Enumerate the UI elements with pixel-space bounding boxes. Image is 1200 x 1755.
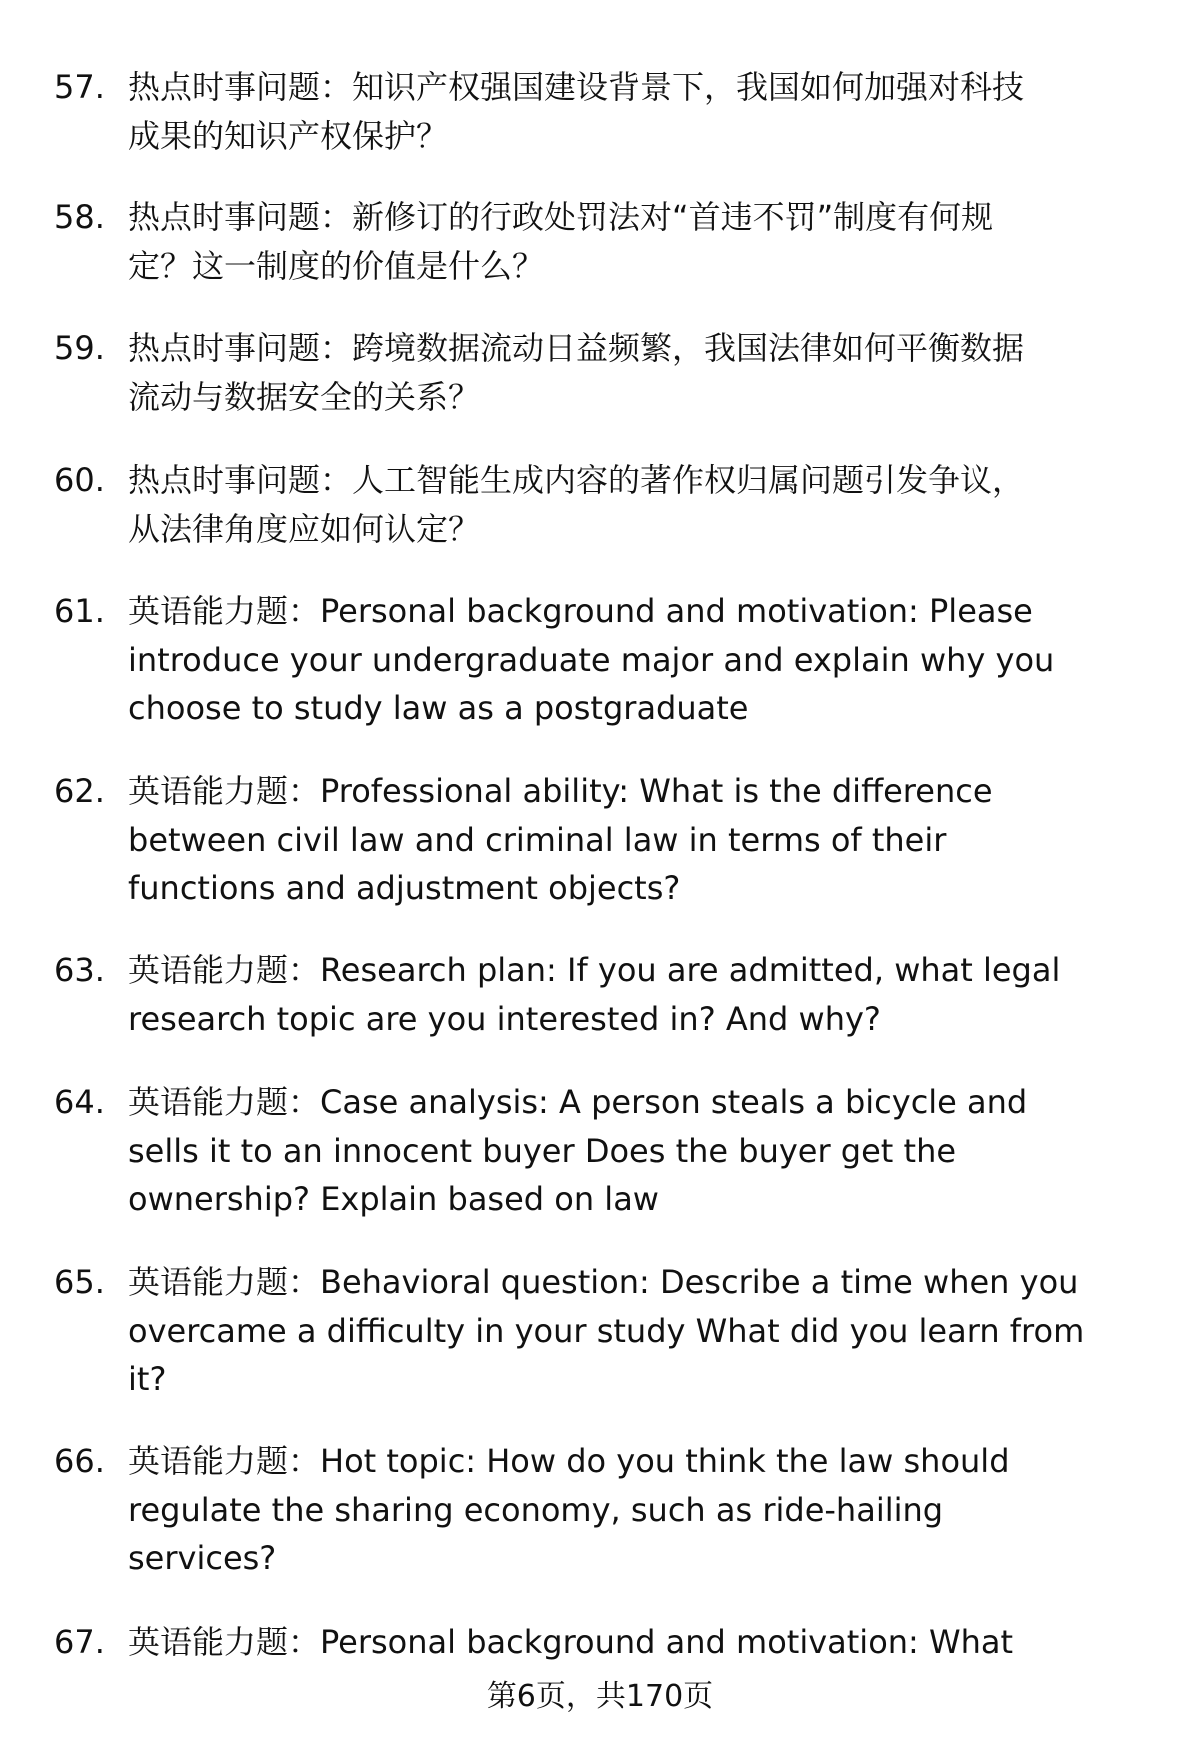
question-text-line: research topic are you interested in? And why? bbox=[128, 999, 881, 1038]
question-text bbox=[128, 193, 1188, 290]
question-text-line: functions and adjustment objects? bbox=[128, 869, 681, 907]
page-footer: 第6页，共170页 bbox=[486, 1679, 714, 1714]
question-number: 62. bbox=[54, 772, 105, 810]
question-text-line: between civil law and criminal law in terms of their bbox=[128, 820, 947, 859]
question-number: 57. bbox=[54, 68, 105, 106]
question-text-line: 英语能力题：Hot topic: How do you think the law should bbox=[128, 1442, 1010, 1480]
question-text-line: 成果的知识产权保护？ bbox=[128, 116, 449, 155]
question-text bbox=[128, 1618, 1188, 1667]
question-text-line: 热点时事问题：人工智能生成内容的著作权归属问题引发争议， bbox=[128, 461, 1025, 499]
question-number: 61. bbox=[54, 592, 105, 630]
question-number: 63. bbox=[54, 951, 105, 989]
question-number: 59. bbox=[54, 329, 105, 367]
question-text-line: 定？这一制度的价值是什么？ bbox=[128, 246, 545, 285]
question-text bbox=[128, 1258, 1188, 1404]
question-number: 64. bbox=[54, 1083, 105, 1121]
question-text bbox=[128, 456, 1188, 553]
question-text-line: choose to study law as a postgraduate bbox=[128, 689, 749, 727]
question-text bbox=[128, 587, 1188, 733]
question-text-line: regulate the sharing economy, such as ride-hailing bbox=[128, 1490, 944, 1529]
question-number: 65. bbox=[54, 1263, 105, 1301]
question-text-line: 热点时事问题：跨境数据流动日益频繁，我国法律如何平衡数据 bbox=[128, 329, 1025, 367]
question-text-line: 热点时事问题：新修订的行政处罚法对“首违不罚”制度有何规 bbox=[128, 198, 994, 236]
question-text-line: 英语能力题：Behavioral question: Describe a time when you bbox=[128, 1263, 1079, 1301]
question-number: 58. bbox=[54, 198, 105, 236]
question-text-line: sells it to an innocent buyer Does the buyer get the bbox=[128, 1131, 957, 1170]
question-number: 67. bbox=[54, 1623, 105, 1661]
question-text bbox=[128, 63, 1188, 160]
question-text-line: 英语能力题：Personal background and motivation: What bbox=[128, 1623, 1014, 1661]
question-text-line: services? bbox=[128, 1539, 277, 1577]
question-text-line: it? bbox=[128, 1360, 167, 1398]
question-text-line: 流动与数据安全的关系？ bbox=[128, 377, 481, 416]
question-text bbox=[128, 767, 1188, 913]
question-text bbox=[128, 1437, 1188, 1583]
question-text bbox=[128, 1078, 1188, 1224]
question-text bbox=[128, 946, 1188, 1043]
question-text-line: 从法律角度应如何认定？ bbox=[128, 509, 481, 548]
question-text bbox=[128, 324, 1188, 421]
question-text-line: 热点时事问题：知识产权强国建设背景下，我国如何加强对科技 bbox=[128, 68, 1025, 106]
question-number: 66. bbox=[54, 1442, 105, 1480]
question-text-line: 英语能力题：Professional ability: What is the difference bbox=[128, 772, 993, 810]
question-text-line: 英语能力题：Case analysis: A person steals a bicycle and bbox=[128, 1083, 1028, 1121]
question-text-line: overcame a difficulty in your study What did you learn from bbox=[128, 1311, 1085, 1350]
question-text-line: ownership? Explain based on law bbox=[128, 1180, 659, 1218]
question-text-line: 英语能力题：Research plan: If you are admitted, what legal bbox=[128, 951, 1061, 989]
question-number: 60. bbox=[54, 461, 105, 499]
question-text-line: 英语能力题：Personal background and motivation: Please bbox=[128, 592, 1033, 630]
question-text-line: introduce your undergraduate major and explain why you bbox=[128, 640, 1055, 679]
